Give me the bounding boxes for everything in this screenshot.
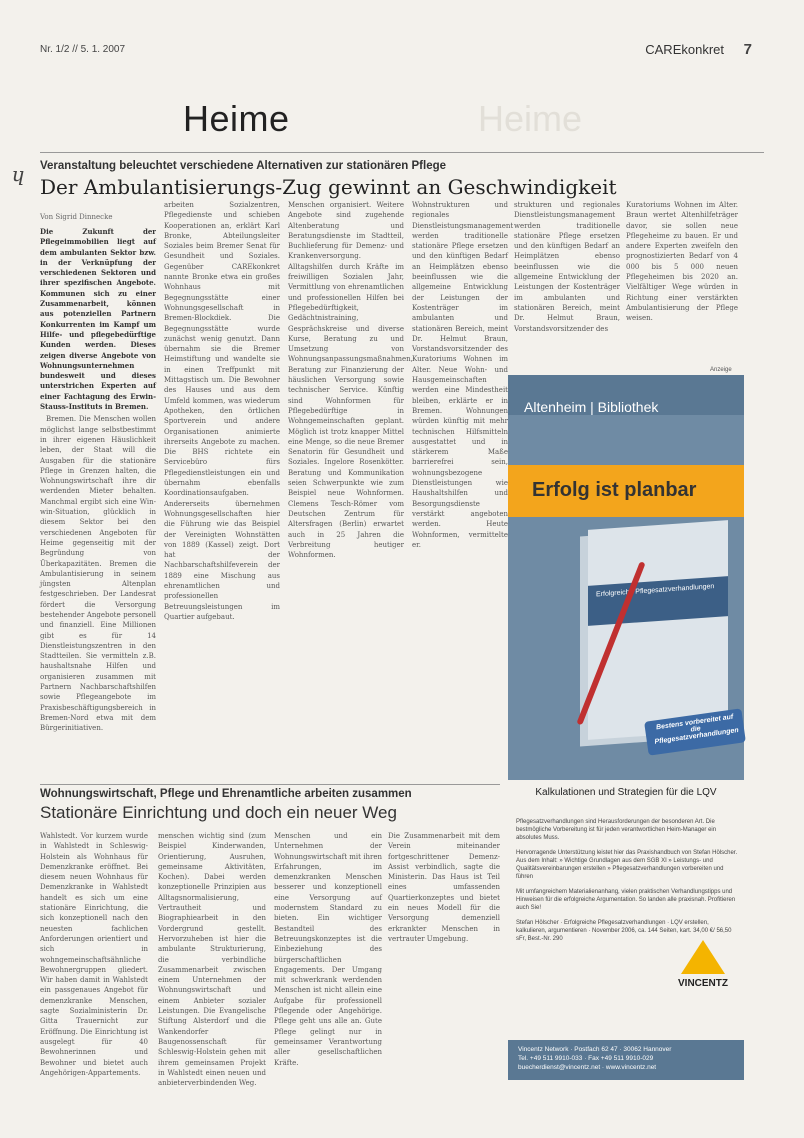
article1-byline: Von Sigrid Dinnecke bbox=[40, 213, 113, 221]
page-number: 7 bbox=[743, 41, 752, 58]
ad-label: Anzeige bbox=[710, 367, 732, 373]
article2-divider bbox=[40, 784, 500, 785]
ad-body-paragraph: Pflegesatzverhandlungen sind Herausforderungen der besonderen Art. Die bestmögliche Vorbereitung ist für jeden verantwortlichen Heim-Manager ein absolutes Muss. bbox=[516, 819, 717, 841]
ad-contact-address: Vincentz Network · Postfach 62 47 · 30062 Hannover bbox=[518, 1046, 672, 1053]
article2-column-2 bbox=[158, 831, 266, 1088]
ad-sticker-text: Bestens vorbereitet auf die Pflegesatzverhandlungen bbox=[654, 713, 740, 746]
ad-body-paragraph: Stefan Hölscher · Erfolgreiche Pflegesatzverhandlungen · LQV erstellen, kalkulieren, argumentieren · November 2006, ca. 144 Seiten, kart. 34,00 €/ 56,50 sFr, Best.-Nr. 290 bbox=[516, 920, 732, 942]
ad-footer-title: Kalkulationen und Strategien für die LQV bbox=[535, 787, 717, 798]
issue-date: Nr. 1/2 // 5. 1. 2007 bbox=[40, 44, 126, 55]
ad-contact-web[interactable]: buecherdienst@vincentz.net · www.vincentz.net bbox=[518, 1064, 657, 1071]
ad-body-paragraph: Hervorragende Unterstützung leistet hier das Praxishandbuch von Stefan Hölscher. Aus dem Inhalt: » Wichtige Grundlagen aus dem SGB XI » Leistungs- und Qualitätsvereinbarungen erstellen » Pflegesatzverhandlungen vorbereiten und führen bbox=[516, 850, 738, 880]
article2-col3-text: Menschen und ein Unternehmen der Wohnungswirtschaft mit ihren Erfahrungen, im demenzkranken Menschen besserer und konzeptionell eine Versorgung auf modernstem Standard zu bieten. Ein wichtiger Bestandteil des Betreuungskonzeptes ist die Einbeziehung des bürgerschaftlichen Engagements. Der Umgang mit schwerkrank werdenden Menschen ist nicht allein eine Aufgabe für professionell Pflegende oder Angehörige. Pflege geht uns alle an. Gute Pflege gelingt nur in gemeinsamer Verantwortung aller gesellschaftlichen Kräfte. bbox=[274, 832, 382, 1067]
article1-col3-text: Menschen organisiert. Weitere Angebote sind zugehende Altenberatung und Beratungsdienste im Stadtteil, Buchlieferung für Demenz- und Krankenversorgung. Alltagshilfen durch Kräfte im freiwilligen Sozialen Jahr, Vermittlung von ehrenamtlichen und professionellen Hilfen bei Pflegebedürftigkeit, Gedächtnistraining, Gesprächskreise und diverse Kurse, Beratung zu und Umsetzung von Wohnungsanpassungsmaßnahmen, Beratung zur Finanzierung der häuslichen Versorgung sowie technischer Service. Künftig sind Wohnformen für Pflegebedürftige in Wohngemeinschaften geplant. Möglich ist trotz knapper Mittel eine Menge, so die neue Bremer Senatorin für Gesundheit und Soziales. Ingelore Rosenkötter. Beratung und Kommunikation seien Schwerpunkte wie zum Beispiel neue Wohnformen. Clemens Tesch-Römer vom Deutschen Zentrum für Altersfragen (Berlin) erwartet auch in 25 Jahren die Verbreitung heutiger Wohnformen. bbox=[288, 201, 413, 560]
article2-col4-text: Die Zusammenarbeit mit dem Verein miteinander fortgeschrittener Demenz-Assist verbindlich, sagte die Ministerin. Das Haus ist Teil eines umfassenden Quartierkonzeptes und bietet ein neues Modell für die Versorgung demenziell erkrankter Menschen in vertrauter Umgebung. bbox=[388, 832, 500, 943]
article1-column-3 bbox=[288, 200, 413, 755]
header-divider bbox=[40, 152, 764, 153]
section-ghost-title: Heime bbox=[478, 98, 583, 139]
section-title: Heime bbox=[183, 98, 290, 139]
ad-contact-phone: Tel. +49 511 9910-033 · Fax +49 511 9910-029 bbox=[518, 1055, 654, 1062]
publisher-name: VINCENTZ bbox=[678, 978, 728, 989]
article1-col5-text: strukturen und regionales Dienstleistungsmanagement werden traditionelle stationäre Pflege ersetzen und den künftigen Bedarf an Heimplätzen ebenso beeinflussen wie die allgemeine Entwicklung der Leistungen der Kostenträger im ambulanten und stationären Bereich, meint Dr. Helmut Braun, Vorstandsvorsitzender des bbox=[514, 201, 620, 333]
article1-col6-text: Kuratoriums Wohnen im Alter. Braun wertet Altenhilfeträger davor, sie sollen neue Pflegeheime zu bauen. Er und andere Experten zweifeln den prognostizierten Bedarf von 4 000 bis 5 000 neuen Pflegeheimen bis 2020 an. Vielfältiger Wege würden in Richtung einer verstärkten Ambulantisierung der Pflege weisen. bbox=[626, 201, 738, 323]
ad-body bbox=[516, 818, 740, 950]
article1-col2-text: arbeiten Sozialzentren, Pflegedienste und schieben Kooperationen an, erklärt Karl Bronke, Abteilungsleiter Soziales beim Bremer Senat für Gesundheit und Soziales. Gegenüber CAREkonkret nannte Bronke etwa ein großes Wohnhaus mit Begegnungsstätte einer Wohnungsgesellschaft in Bremen-Blockdiek. Die Begegnungsstätte wurde zunächst wenig genutzt. Dann übernahm sie die Bremer Heimstiftung und wandelte sie in einen Treffpunkt mit Mittagstisch um. Die Bewohner des Hauses und aus dem Umfeld kommen, was wiederum Apotheken, den örtlichen Sportverein und andere Organisationen animierte ihrerseits Angebote zu machen. Die BHS richtete ein Servicebüro fürs Pflegedienstleistungen ein und übernahm ebenfalls Koordinationsaufgaben. Andererseits übernehmen Wohnungsgesellschaften hier die Führung wie das Beispiel der Vereinigten Wohnstätten von 1889 (Kassel) zeigt. Dort hat der Nachbarschaftshilfeverein der 1889 eine Mischung aus ehrenamtlichen und professionellen Betreuungsleistungen im Quartier aufgebaut. bbox=[164, 201, 280, 621]
article2-column-4 bbox=[388, 831, 500, 1081]
ad-brand: Altenheim | Bibliothek bbox=[524, 399, 659, 415]
advertisement[interactable] bbox=[508, 375, 744, 780]
article1-column-1 bbox=[40, 227, 156, 755]
article2-kicker: Wohnungswirtschaft, Pflege und Ehrenamtliche arbeiten zusammen bbox=[40, 788, 412, 800]
article1-column-5 bbox=[514, 200, 620, 340]
article1-col4-text: Wohnstrukturen und regionales Dienstleistungsmanagement werden traditionelle stationäre Pflege ersetzen und den künftigen Bedarf an Heimplätzen ebenso beeinflussen wie die allgemeine Entwicklung der Leistungen der Kostenträger im ambulanten und stationären Bereich, meint Dr. Helmut Braun, Vorstandsvorsitzender des Kuratoriums Wohnen im Alter. Neue Wohn- und Hausgemeinschaften werden eine Mindestheit bleiben, erklärte er in Bremen. Wohnungen würden künftig mit mehr technischen Hilfsmitteln ausgestattet und in stärkerem Maße barrierefrei sein, wohnungsbezogene Dienstleistungen wie Haushaltshilfen und Besorgungsdienste verstärkt angeboten werden. Heute Wohnformen, vermittelte er. bbox=[412, 201, 514, 549]
book-title: Erfolgreiche Pflegesatzverhandlungen bbox=[596, 583, 715, 599]
article1-lead: Die Zukunft der Pflegeimmobilien liegt auf dem ambulanten Sektor bzw. in der Verknüpfung der verschiedenen Sektoren und ihrer spezifischen Angebote. Kommunen sich zu einer Zusammenarbeit, können aus potenziellen Partnern Konkurrenten im Kampf um Hilfe- und pflegebedürftige Kunden werden. Dieses zeigen diverse Angebote von Wohnungsunternehmen bundesweit und dieses unterstrichen Experten auf einer Fachtagung des Erwin-Stauss-Instituts in Bremen. bbox=[40, 227, 156, 412]
article2-column-1 bbox=[40, 831, 148, 1081]
article1-col1-text: Bremen. Die Menschen wollen möglichst lange selbstbestimmt in ihrer eigenen Häuslichkeit leben, der Staat will die Ausgaben für die stationäre Pflege in Grenzen halten, die Wohnungswirtschaft ihre dir werdenden Mieter behalten. Manchmal ergibt sich eine Win-win-Situation, glücklich in diesem Sektor bei den verschiedenen Angeboten für Heime gegenseitig mit der Begründung von Überkapazitäten. Bremen die Ambulantisierung in seinem jüngsten Altenplan festgeschrieben. Der Landesrat fördert die Versorgung bestehender Angebote personell und finanziell. Eine Millionen gibt es für 14 Dienstleistungszentren in den Stadtteilen. Sie vermitteln z.B. haushaltsnahe Hilfen und organisieren zusammen mit Partnern Nachbarschaftshilfen sowie Pflegeangebote im Praxisbeschäftigungsbereich in Bremen-Nord etwa mit dem Bürgerinitiativen. bbox=[40, 415, 156, 733]
article2-col1-text: Wahlstedt. Vor kurzem wurde in Wahlstedt in Schleswig-Holstein als Wohnhaus für Demenzkranke eröffnet. Bei diesem neuen Wohnhaus für Demenzkranke in Wahlstedt handelt es sich um eine stationäre Einrichtung, die sich konzeptionell nach den neuesten fachlichen Anforderungen orientiert und sich in wohngemeinschaftsähnliche Bewohnergruppen gliedert. Wir haben damit in Wahlstedt ein passgenaues Angebot für demenzkranke Menschen, sagte Sozialministerin Dr. Gitta Trauernicht zur Eröffnung. Die Einrichtung ist ausgelegt für 40 Bewohnerinnen und Bewohner und bietet auch Angehörigen-Appartements. bbox=[40, 832, 148, 1077]
article1-column-6 bbox=[626, 200, 738, 340]
publication-name: CAREkonkret bbox=[645, 42, 724, 57]
publisher-logo-icon bbox=[681, 940, 725, 974]
book-cover-image bbox=[588, 520, 728, 740]
article2-headline: Stationäre Einrichtung und doch ein neuer Weg bbox=[40, 803, 397, 822]
ad-slogan: Erfolg ist planbar bbox=[532, 479, 697, 501]
article1-column-2 bbox=[164, 200, 280, 755]
article1-column-4 bbox=[412, 200, 514, 755]
ad-contact-box[interactable] bbox=[508, 1040, 744, 1080]
publisher-logo bbox=[668, 940, 738, 989]
handwritten-mark: ɥ bbox=[12, 162, 25, 186]
article1-headline: Der Ambulantisierungs-Zug gewinnt an Geschwindigkeit bbox=[40, 175, 617, 199]
article2-col2-text: menschen wichtig sind (zum Beispiel Kinderwanden, Orientierung, Ausruhen, gemeinsame Aktivitäten, Kochen). Dabei werden konzeptionelle Prinzipien aus Alltagsnormalisierung, Vertrautheit und Biographiearbeit in den Vordergrund gestellt. Hervorzuheben ist hier die ambulante Strukturierung, die verbindliche Zusammenarbeit zwischen einem Unternehmen der Wohnungswirtschaft und einem Anbieter sozialer Leistungen. Die Evangelische Stiftung Alsterdorf und die Wankendorfer Baugenossenschaft für Schleswig-Holstein gehen mit ihrem gemeinsamen Projekt in Wahlstedt einen neuen und anbieterverbindenden Weg. bbox=[158, 832, 266, 1088]
article2-column-3 bbox=[274, 831, 382, 1081]
ad-body-paragraph: Mit umfangreichem Materialienanhang, vielen praktischen Verhandlungstipps und Hinweisen für die erfolgreiche Argumentation. So landen alle praxisnah. Profitieren auch Sie! bbox=[516, 889, 736, 911]
article1-kicker: Veranstaltung beleuchtet verschiedene Alternativen zur stationären Pflege bbox=[40, 160, 447, 172]
